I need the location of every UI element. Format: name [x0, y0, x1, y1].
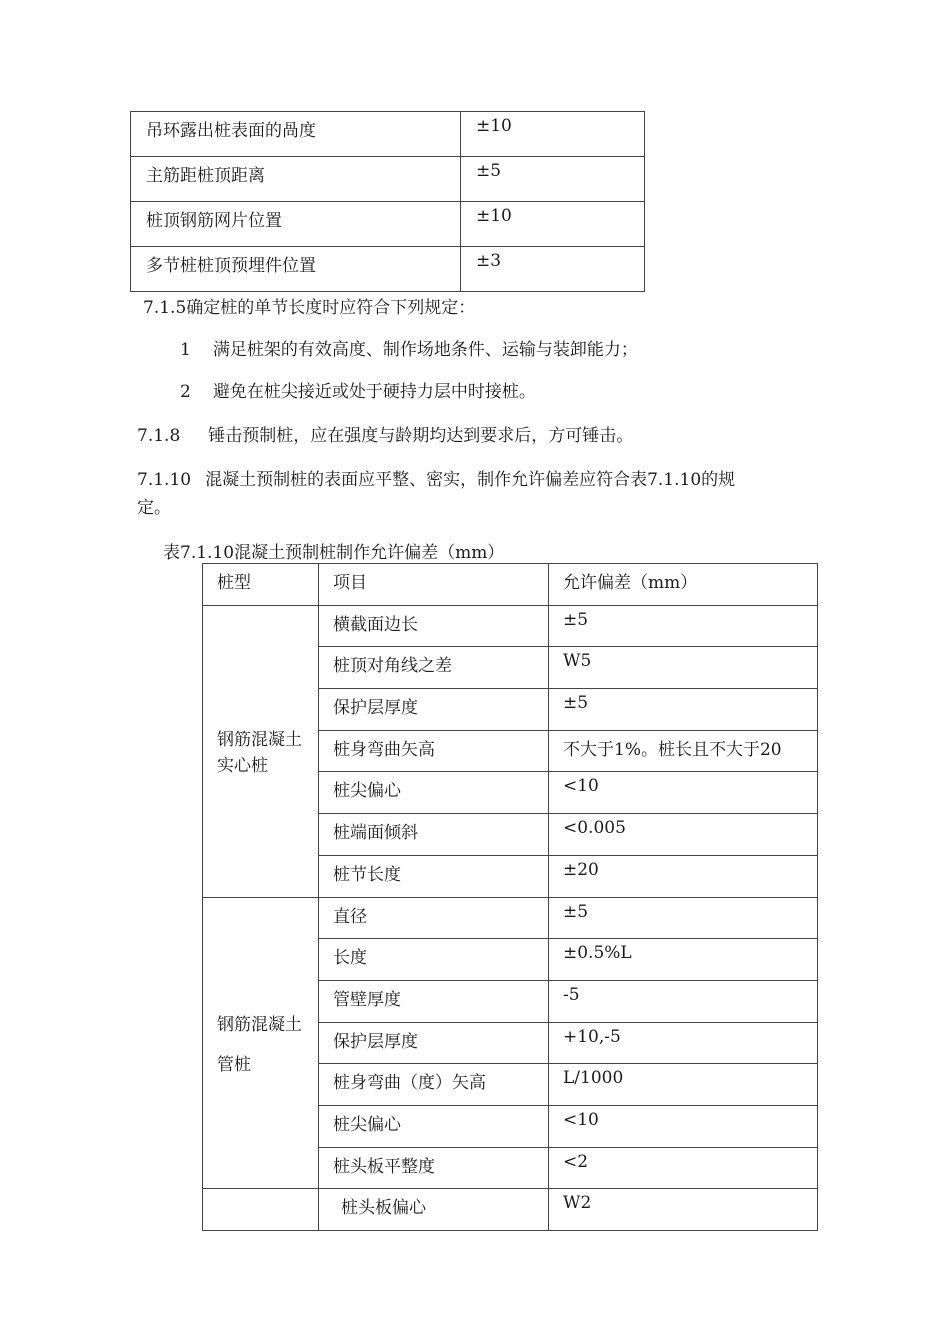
item-cell: 长度 [319, 939, 549, 981]
value-cell: W5 [549, 647, 818, 689]
value-cell: 不大于1%。桩长且不大于20 [549, 730, 818, 772]
item-cell: 直径 [319, 897, 549, 939]
pile-type-line: 钢筋混凝土 [217, 730, 302, 751]
clause-number: 7.1.10 [137, 470, 192, 490]
item-cell: 桩节长度 [319, 855, 549, 897]
header-tolerance: 允许偏差（mm） [549, 564, 818, 606]
value-cell: ±3 [461, 247, 645, 292]
header-row [203, 564, 818, 606]
item-cell: 桩尖偏心 [319, 1105, 549, 1147]
pile-type-pipe [203, 897, 319, 1189]
pile-type-line: 实心桩 [217, 756, 268, 777]
table-row [131, 157, 645, 202]
value-cell: ±5 [461, 157, 645, 202]
value-cell: ±10 [461, 202, 645, 247]
value-cell: ±5 [549, 605, 818, 647]
item-cell: 管壁厚度 [319, 980, 549, 1022]
item-cell: 保护层厚度 [319, 689, 549, 731]
item-cell: 横截面边长 [319, 605, 549, 647]
list-text: 避免在桩尖接近或处于硬持力层中时接桩。 [212, 382, 536, 402]
table-caption: 表7.1.10混凝土预制桩制作允许偏差（mm） [163, 543, 505, 563]
value-cell: ±5 [549, 897, 818, 939]
header-item: 项目 [319, 564, 549, 606]
table-row [203, 605, 818, 647]
table-row [131, 247, 645, 292]
value-cell: W2 [549, 1189, 818, 1231]
pile-type-solid [203, 605, 319, 897]
value-cell: <10 [549, 1105, 818, 1147]
item-cell: 桩尖偏心 [319, 772, 549, 814]
item-cell: 桩头板偏心 [319, 1189, 549, 1231]
item-cell: 桩身弯曲（度）矢高 [319, 1064, 549, 1106]
value-cell: ±20 [549, 855, 818, 897]
value-cell: -5 [549, 980, 818, 1022]
table-row [203, 897, 818, 939]
clause-text: 混凝土预制桩的表面应平整、密实，制作允许偏差应符合表7.1.10的规 [205, 470, 736, 490]
clause-7-1-10 [137, 466, 735, 494]
item-cell: 桩端面倾斜 [319, 814, 549, 856]
list-item-2 [180, 378, 536, 406]
table-row [203, 1189, 818, 1231]
header-pile-type: 桩型 [203, 564, 319, 606]
value-cell: <2 [549, 1147, 818, 1189]
table-row [131, 202, 645, 247]
empty-cell [203, 1189, 319, 1231]
item-cell: 吊环露出桩表面的咼度 [131, 112, 461, 157]
item-cell: 主筋距桩顶距离 [131, 157, 461, 202]
clause-text: 锤击预制桩，应在强度与龄期均达到要求后，方可锤击。 [208, 426, 634, 446]
item-cell: 多节桩桩顶预埋件位置 [131, 247, 461, 292]
item-cell: 桩顶钢筋网片位置 [131, 202, 461, 247]
item-cell: 桩头板平整度 [319, 1147, 549, 1189]
value-cell: +10,-5 [549, 1022, 818, 1064]
pile-type-line: 钢筋混凝土 [217, 1014, 302, 1035]
clause-7-1-10-continued: 定。 [137, 498, 171, 518]
value-cell: <0.005 [549, 814, 818, 856]
item-cell: 保护层厚度 [319, 1022, 549, 1064]
list-item-1 [180, 336, 638, 364]
item-cell: 桩顶对角线之差 [319, 647, 549, 689]
pile-type-line: 管桩 [217, 1054, 251, 1075]
value-cell: L/1000 [549, 1064, 818, 1106]
value-cell: ±0.5%L [549, 939, 818, 981]
clause-number: 7.1.8 [137, 426, 181, 446]
value-cell: <10 [549, 772, 818, 814]
list-text: 满足桩架的有效高度、制作场地条件、运输与装卸能力； [212, 340, 638, 360]
list-number: 2 [180, 382, 191, 402]
table-row [131, 112, 645, 157]
value-cell: ±5 [549, 689, 818, 731]
item-cell: 桩身弯曲矢高 [319, 730, 549, 772]
value-cell: ±10 [461, 112, 645, 157]
clause-7-1-5: 7.1.5确定桩的单节长度时应符合下列规定： [143, 298, 476, 318]
list-number: 1 [180, 340, 191, 360]
top-tolerance-table [130, 111, 645, 292]
tolerance-table-7-1-10 [202, 563, 818, 1231]
clause-7-1-8 [137, 422, 633, 450]
